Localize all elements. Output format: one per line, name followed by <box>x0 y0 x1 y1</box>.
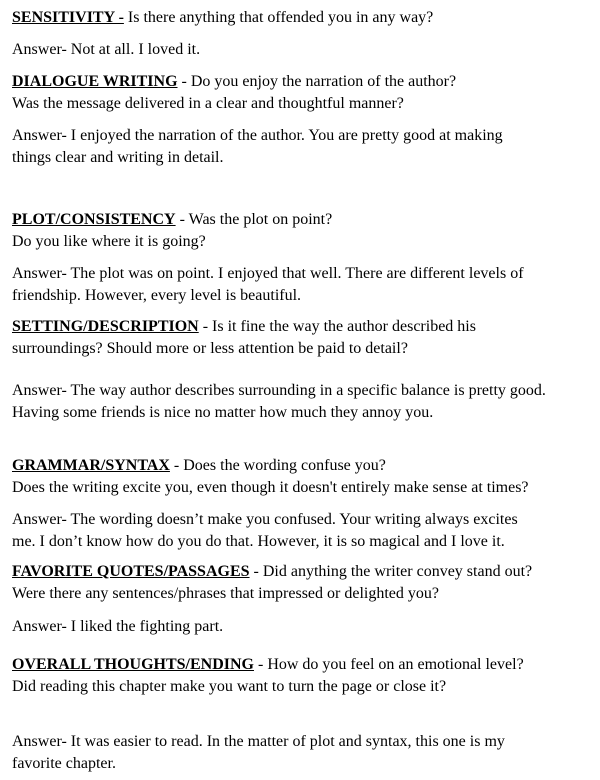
question-text: Do you like where it is going? <box>12 233 206 250</box>
question-text: Does the writing excite you, even though it doesn't entirely make sense at times? <box>12 479 529 496</box>
answer-text: Answer- The way author describes surrounding in a specific balance is pretty good. <box>12 382 546 399</box>
question-text: - Was the plot on point? <box>179 211 333 228</box>
section-favorite-quotes-question <box>12 561 532 583</box>
section-dialogue-writing-question <box>12 71 456 93</box>
question-text: Was the message delivered in a clear and thoughtful manner? <box>12 95 404 112</box>
section-heading: SENSITIVITY - <box>12 9 124 26</box>
section-heading: DIALOGUE WRITING <box>12 73 178 90</box>
question-text: - Did anything the writer convey stand out? <box>253 563 533 580</box>
question-text: - Do you enjoy the narration of the author? <box>181 73 457 90</box>
section-grammar-syntax-question <box>12 455 386 477</box>
question-text: - Does the wording confuse you? <box>173 457 386 474</box>
question-text: - How do you feel on an emotional level? <box>257 656 524 673</box>
answer-text: Answer- I enjoyed the narration of the author. You are pretty good at making <box>12 127 503 144</box>
answer-text: favorite chapter. <box>12 755 116 772</box>
answer-text: friendship. However, every level is beautiful. <box>12 287 302 304</box>
question-text: Is there anything that offended you in any way? <box>127 9 434 26</box>
section-heading: PLOT/CONSISTENCY <box>12 211 176 228</box>
section-heading: GRAMMAR/SYNTAX <box>12 457 170 474</box>
question-text: Were there any sentences/phrases that impressed or delighted you? <box>12 585 439 602</box>
section-plot-consistency-question <box>12 209 332 231</box>
section-sensitivity-question <box>12 7 433 29</box>
question-text: - Is it fine the way the author described his <box>202 318 476 335</box>
answer-text: Answer- It was easier to read. In the matter of plot and syntax, this one is my <box>12 733 505 750</box>
answer-text: Answer- The plot was on point. I enjoyed that well. There are different levels of <box>12 265 524 282</box>
section-heading: FAVORITE QUOTES/PASSAGES <box>12 563 250 580</box>
section-heading: OVERALL THOUGHTS/ENDING <box>12 656 254 673</box>
answer-text: me. I don’t know how do you do that. However, it is so magical and I love it. <box>12 533 505 550</box>
section-heading: SETTING/DESCRIPTION <box>12 318 199 335</box>
answer-text: Answer- Not at all. I loved it. <box>12 41 201 58</box>
answer-text: Answer- The wording doesn’t make you confused. Your writing always excites <box>12 511 518 528</box>
answer-text: Answer- I liked the fighting part. <box>12 618 224 635</box>
section-overall-thoughts-question <box>12 654 524 676</box>
answer-text: things clear and writing in detail. <box>12 149 224 166</box>
section-setting-description-question <box>12 316 476 338</box>
question-text: Did reading this chapter make you want to turn the page or close it? <box>12 678 447 695</box>
question-text: surroundings? Should more or less attention be paid to detail? <box>12 340 408 357</box>
answer-text: Having some friends is nice no matter how much they annoy you. <box>12 404 434 421</box>
